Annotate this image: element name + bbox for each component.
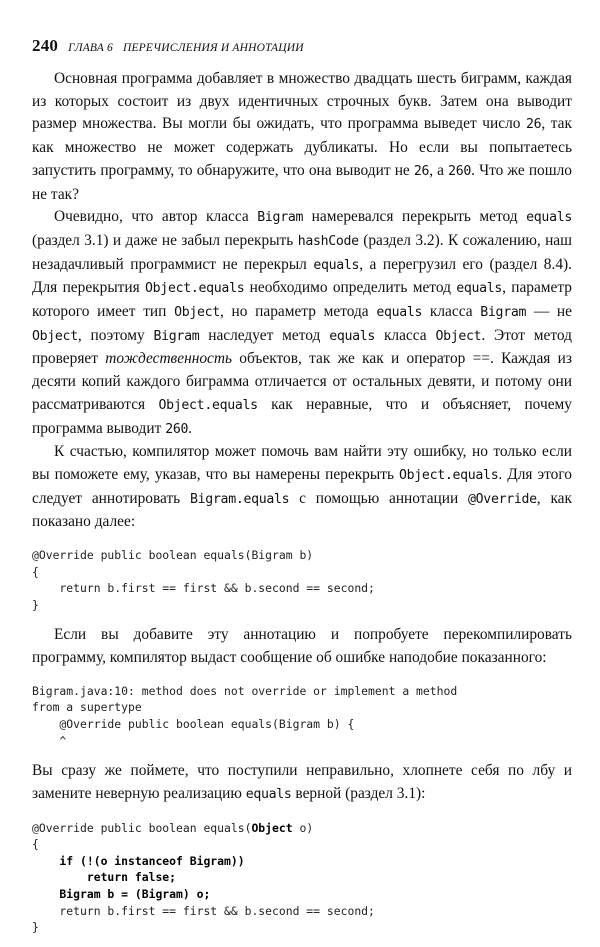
code-line: @Override public boolean equals(Bigram b)	[32, 548, 314, 563]
code-line: {	[32, 837, 39, 852]
text: Основная программа добавляет в множество двадцать шесть биграмм, каждая из которых состоит из двух идентичных строчных букв. Затем она выводит размер множества. Вы могли бы ожидать, что программа выведет число	[32, 70, 572, 133]
inline-code: Object.equals	[399, 467, 499, 483]
text: (раздел 3.2). К сожалению, наш незадачливый программист не перекрыл	[32, 231, 572, 273]
code-block	[32, 547, 572, 613]
inline-code: 26	[526, 117, 542, 133]
text: . Для этого следует аннотировать	[32, 465, 572, 507]
text: намеревался перекрыть метод	[303, 208, 527, 226]
text: как неравные, что и объясняет, почему программа выводит	[32, 395, 572, 437]
inline-code: 260	[165, 421, 189, 437]
text: необходимо определить метод	[244, 279, 457, 297]
text: с помощью аннотации	[289, 489, 469, 507]
code-line: return b.first == first && b.second == second;	[32, 581, 375, 596]
inline-code: Object	[435, 328, 482, 344]
text: Очевидно, что автор класса	[54, 208, 258, 226]
inline-code: equals	[526, 210, 572, 226]
inline-code: equals	[245, 786, 292, 802]
inline-code: @Override	[468, 491, 537, 507]
code-line: }	[32, 920, 39, 935]
paragraph	[32, 624, 572, 669]
inline-code: Object	[174, 305, 220, 321]
code-block	[32, 820, 572, 936]
text: , как показано далее:	[32, 489, 572, 531]
inline-code: equals	[329, 328, 376, 344]
code-line-bold: Bigram b = (Bigram) o;	[32, 887, 211, 901]
inline-code: equals	[456, 281, 503, 297]
code-line: o)	[292, 820, 314, 835]
inline-code: Bigram	[257, 210, 304, 226]
inline-code: hashCode	[297, 233, 359, 249]
page-number: 240	[32, 36, 59, 55]
paragraph	[32, 206, 572, 441]
code-line-bold: if (!(o instanceof Bigram))	[32, 853, 245, 868]
code-line: @Override public boolean equals(Bigram b) {	[32, 717, 355, 732]
text: , а перегрузил его (раздел 8.4). Для перекрытия	[32, 255, 572, 297]
text: (раздел 3.1) и даже не забыл перекрыть	[32, 231, 298, 249]
text: верной (раздел 3.1):	[291, 784, 426, 802]
inline-code: 26	[413, 163, 430, 179]
emphasis: тождественность	[105, 350, 232, 368]
inline-code: equals	[376, 305, 423, 321]
code-line: ^	[32, 733, 67, 748]
text: , так как множество не может содержать дубликаты. Но если вы попытаетесь запустить программу, то обнаружите, что она выводит не	[32, 115, 572, 179]
page-header	[32, 36, 304, 56]
compiler-error-block	[32, 683, 572, 749]
inline-code: 260	[448, 163, 472, 179]
chapter-label: ГЛАВА 6	[68, 42, 113, 54]
inline-code: Bigram	[480, 305, 527, 321]
text: К счастью, компилятор может помочь вам найти эту ошибку, но только если вы поможете ему, указав, что вы намерены перекрыть	[32, 443, 572, 483]
code-line: from a supertype	[32, 700, 142, 715]
chapter-title: ПЕРЕЧИСЛЕНИЯ И АННОТАЦИИ	[122, 42, 304, 54]
inline-code: Object.equals	[145, 281, 245, 297]
text: класса	[375, 326, 436, 344]
text: .	[188, 419, 192, 437]
text: , а	[429, 161, 449, 179]
text: класса	[422, 303, 481, 321]
text: , но параметр метода	[219, 303, 377, 321]
code-line: Bigram.java:10: method does not override or implement a method	[32, 683, 458, 698]
inline-code: Object.equals	[158, 397, 258, 413]
text: . Что же пошло не так?	[32, 161, 572, 203]
page-body	[32, 68, 572, 947]
paragraph	[32, 441, 572, 534]
code-line: @Override public boolean equals(	[32, 820, 252, 835]
text: , параметр которого имеет тип	[32, 279, 572, 321]
text: . Этот метод проверяет	[32, 326, 572, 368]
text: Вы сразу же поймете, что поступили неправильно, хлопнете себя по лбу и замените неверную реализацию	[32, 762, 572, 802]
inline-code: Object	[32, 328, 78, 344]
code-line-bold: return false;	[32, 870, 177, 885]
code-bold: Object	[251, 820, 293, 835]
inline-code: Bigram	[153, 328, 200, 344]
paragraph	[32, 68, 572, 206]
inline-code: equals	[313, 257, 360, 273]
code-line: {	[32, 564, 39, 579]
text: Если вы добавите эту аннотацию и попробуете перекомпилировать программу, компилятор выдаст сообщение об ошибке наподобие показанного:	[32, 626, 572, 667]
code-line: }	[32, 597, 39, 612]
inline-code: Bigram.equals	[190, 491, 290, 507]
text: , поэтому	[77, 326, 154, 344]
text: — не	[526, 303, 572, 321]
code-line: return b.first == first && b.second == second;	[32, 903, 375, 918]
text: объектов, так же как и оператор ==. Каждая из десяти копий каждого биграмма отличается от остальных девяти, и потому они рассматриваются	[32, 350, 572, 413]
text: наследует метод	[199, 326, 330, 344]
paragraph	[32, 760, 572, 806]
